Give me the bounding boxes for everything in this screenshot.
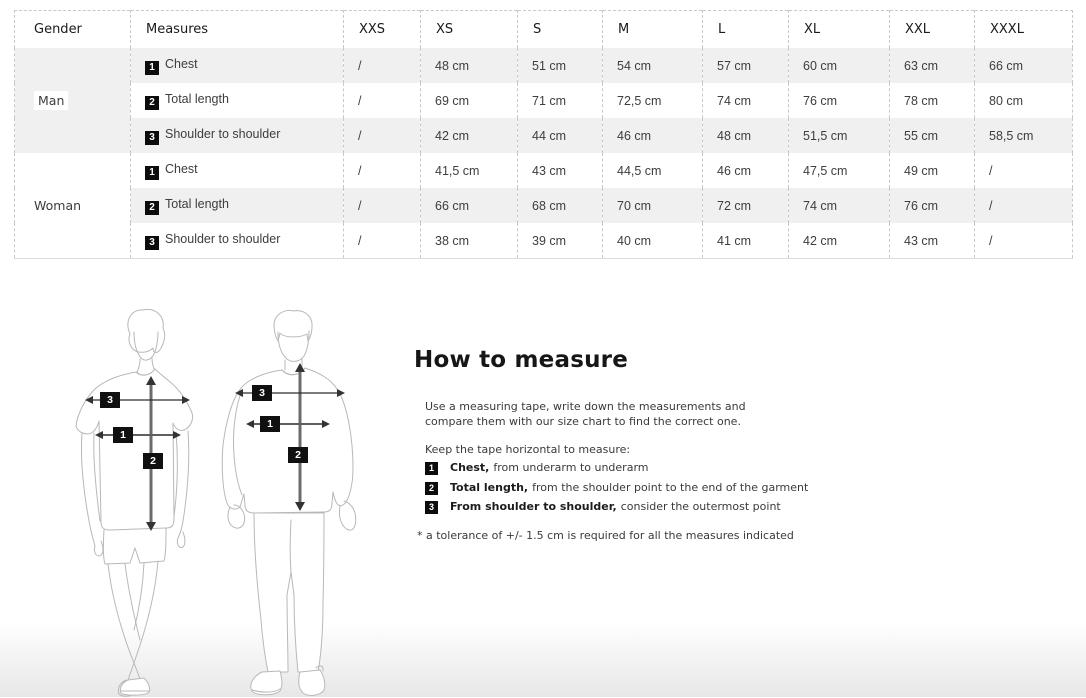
man-body-outline (222, 311, 356, 696)
header-size-m: M (603, 11, 703, 49)
table-row-man-chest (15, 48, 1073, 83)
header-size-xl: XL (789, 11, 890, 49)
table-header-row (15, 11, 1073, 49)
size-value-cell: / (344, 118, 421, 153)
measure-number-badge: 2 (145, 201, 159, 215)
size-value-cell: 51 cm (518, 48, 603, 83)
measure-label: Chest (165, 161, 198, 176)
size-value-cell: 48 cm (421, 48, 518, 83)
size-value-cell: 58,5 cm (975, 118, 1073, 153)
measure-number-badge: 1 (145, 61, 159, 75)
size-value-cell: 42 cm (789, 223, 890, 259)
table-header (15, 11, 1073, 49)
gender-cell-man (15, 48, 131, 153)
size-value-cell: 60 cm (789, 48, 890, 83)
size-value-cell: 46 cm (603, 118, 703, 153)
measure-label-cell (131, 223, 344, 259)
table-row-man-total-length (15, 83, 1073, 118)
size-value-cell: 63 cm (890, 48, 975, 83)
size-value-cell: 76 cm (890, 188, 975, 223)
header-size-xxxl: XXXL (975, 11, 1073, 49)
size-value-cell: 44,5 cm (603, 153, 703, 188)
size-value-cell: 44 cm (518, 118, 603, 153)
step-text-rest: from the shoulder point to the end of the garment (532, 480, 809, 494)
measure-label: Shoulder to shoulder (165, 126, 281, 141)
measure-step-chest (425, 461, 854, 475)
size-value-cell: 55 cm (890, 118, 975, 153)
header-size-xxs: XXS (344, 11, 421, 49)
keep-tape-text: Keep the tape horizontal to measure: (425, 443, 631, 456)
header-size-xxl: XXL (890, 11, 975, 49)
how-to-intro-text: Use a measuring tape, write down the measurements and compare them with our size chart to find the correct one. (425, 400, 746, 428)
table-row-man-shoulder (15, 118, 1073, 153)
size-value-cell: 54 cm (603, 48, 703, 83)
table-body (15, 48, 1073, 259)
size-value-cell: 70 cm (603, 188, 703, 223)
measure-label: Total length (165, 91, 229, 106)
size-value-cell: 78 cm (890, 83, 975, 118)
tolerance-note: * a tolerance of +/- 1.5 cm is required for all the measures indicated (417, 529, 794, 542)
size-value-cell: / (975, 223, 1073, 259)
size-value-cell: 43 cm (890, 223, 975, 259)
step-text-bold: Total length, (450, 480, 529, 494)
measure-label-cell (131, 118, 344, 153)
size-value-cell: 57 cm (703, 48, 789, 83)
how-to-measure-title: How to measure (414, 347, 629, 373)
size-value-cell: 40 cm (603, 223, 703, 259)
step-text (450, 481, 808, 495)
header-size-l: L (703, 11, 789, 49)
measure-label-cell (131, 48, 344, 83)
step-text-rest: consider the outermost point (620, 500, 781, 513)
measure-label-cell (131, 83, 344, 118)
gender-cell-woman (15, 153, 131, 259)
measure-number-badge: 3 (145, 236, 159, 250)
size-value-cell: / (344, 223, 421, 259)
man-chest-badge: 1 (260, 416, 280, 432)
size-value-cell: 76 cm (789, 83, 890, 118)
measure-step-shoulder (425, 500, 854, 514)
size-value-cell: 46 cm (703, 153, 789, 188)
size-value-cell: 39 cm (518, 223, 603, 259)
size-value-cell: 38 cm (421, 223, 518, 259)
man-shoulder-badge: 3 (252, 385, 272, 401)
woman-body-outline (76, 309, 193, 696)
measure-steps-list (425, 461, 854, 514)
step-text-rest: from underarm to underarm (493, 461, 649, 474)
woman-length-badge: 2 (143, 453, 163, 469)
measure-label-cell (131, 188, 344, 223)
size-value-cell: / (344, 153, 421, 188)
gender-label-man: Man (34, 91, 68, 110)
how-to-measure-section (414, 347, 854, 543)
woman-shoulder-badge: 3 (100, 392, 120, 408)
measure-label-cell (131, 153, 344, 188)
size-value-cell: 74 cm (703, 83, 789, 118)
measure-step-total-length (425, 481, 854, 495)
step-text-bold: Chest, (450, 461, 490, 474)
size-chart-table (14, 10, 1073, 259)
size-value-cell: / (344, 48, 421, 83)
man-figure-sketch (212, 310, 368, 698)
size-value-cell: 80 cm (975, 83, 1073, 118)
size-value-cell: 41,5 cm (421, 153, 518, 188)
man-length-badge: 2 (288, 447, 308, 463)
size-value-cell: 68 cm (518, 188, 603, 223)
size-value-cell: / (975, 188, 1073, 223)
size-value-cell: 71 cm (518, 83, 603, 118)
size-value-cell: 51,5 cm (789, 118, 890, 153)
size-value-cell: 72 cm (703, 188, 789, 223)
woman-figure-sketch (70, 306, 210, 698)
measure-label: Chest (165, 56, 198, 71)
measure-label: Shoulder to shoulder (165, 231, 281, 246)
size-value-cell: 41 cm (703, 223, 789, 259)
header-size-s: S (518, 11, 603, 49)
size-value-cell: 66 cm (975, 48, 1073, 83)
measure-number-badge: 1 (145, 166, 159, 180)
woman-chest-badge: 1 (113, 427, 133, 443)
gender-label-woman: Woman (34, 198, 82, 213)
how-to-measure-body (417, 400, 854, 543)
table-row-woman-shoulder (15, 223, 1073, 259)
size-value-cell: 69 cm (421, 83, 518, 118)
measure-label: Total length (165, 196, 229, 211)
measure-number-badge: 2 (145, 96, 159, 110)
step-text (450, 500, 781, 514)
size-value-cell: 74 cm (789, 188, 890, 223)
size-value-cell: 43 cm (518, 153, 603, 188)
header-gender: Gender (15, 11, 131, 49)
measure-number-badge: 3 (145, 131, 159, 145)
size-value-cell: 47,5 cm (789, 153, 890, 188)
size-value-cell: / (975, 153, 1073, 188)
header-measures: Measures (131, 11, 344, 49)
size-value-cell: / (344, 83, 421, 118)
step-number-badge: 2 (425, 482, 438, 495)
size-value-cell: / (344, 188, 421, 223)
size-value-cell: 42 cm (421, 118, 518, 153)
size-value-cell: 49 cm (890, 153, 975, 188)
step-number-badge: 3 (425, 501, 438, 514)
size-value-cell: 72,5 cm (603, 83, 703, 118)
step-number-badge: 1 (425, 462, 438, 475)
size-value-cell: 66 cm (421, 188, 518, 223)
table-row-woman-chest (15, 153, 1073, 188)
header-size-xs: XS (421, 11, 518, 49)
step-text (450, 461, 649, 475)
step-text-bold: From shoulder to shoulder, (450, 500, 617, 513)
size-value-cell: 48 cm (703, 118, 789, 153)
table-row-woman-total-length (15, 188, 1073, 223)
